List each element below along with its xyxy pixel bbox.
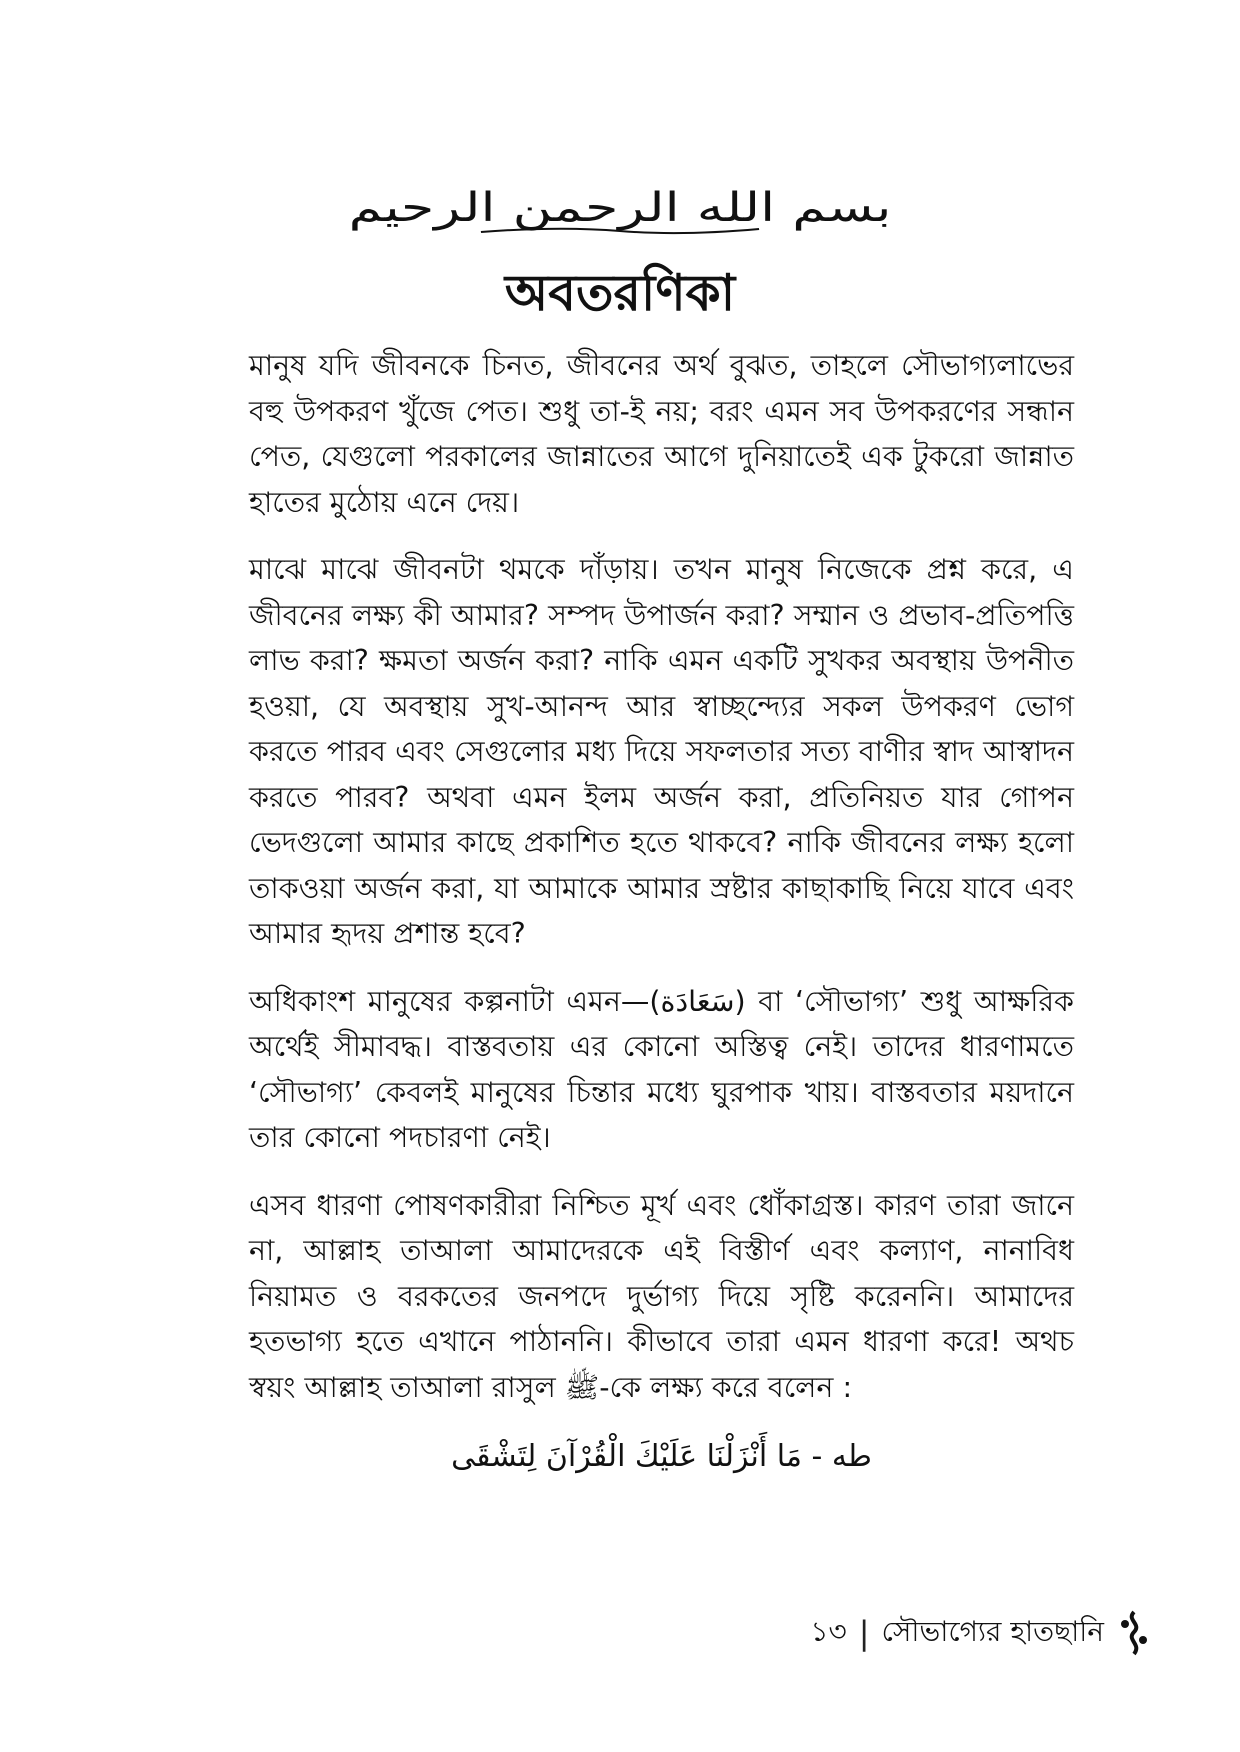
running-book-title: সৌভাগ্যের হাতছানি [881, 1614, 1104, 1648]
paragraph-4: এসব ধারণা পোষণকারীরা নিশ্চিত মূর্খ এবং ধোঁকাগ্রস্ত। কারণ তারা জানে না, আল্লাহ তাআলা আমাদেরকে এই বিস্তীর্ণ এবং কল্যাণ, নানাবিধ নিয়ামত ও বরকতের জনপদে দুর্ভাগ্য দিয়ে সৃষ্টি করেননি। আমাদের হতভাগ্য হতে এখানে পাঠাননি। কীভাবে তারা এমন ধারণা করে! অথচ স্বয়ং আল্লাহ তাআলা রাসুল ﷺ-কে লক্ষ্য করে বলেন : [249, 1188, 1074, 1404]
basmala-calligraphy [0, 178, 1240, 236]
paragraph-2: মাঝে মাঝে জীবনটা থমকে দাঁড়ায়। তখন মানুষ নিজেকে প্রশ্ন করে, এ জীবনের লক্ষ্য কী আমার? সম্পদ উপার্জন করা? সম্মান ও প্রভাব-প্রতিপত্তি লাভ করা? ক্ষমতা অর্জন করা? নাকি এমন একটি সুখকর অবস্থায় উপনীত হওয়া, যে অবস্থায় সুখ-আনন্দ আর স্বাচ্ছন্দ্যের সকল উপকরণ ভোগ করতে পারব এবং সেগুলোর মধ্য দিয়ে সফলতার সত্য বাণীর স্বাদ আস্বাদন করতে পারব? অথবা এমন ইলম অর্জন করা, প্রতিনিয়ত যার গোপন ভেদগুলো আমার কাছে প্রকাশিত হতে থাকবে? নাকি জীবনের লক্ষ্য হলো তাকওয়া অর্জন করা, যা আমাকে আমার স্রষ্টার কাছাকাছি নিয়ে যাবে এবং আমার হৃদয় প্রশান্ত হবে? [249, 553, 1074, 950]
basmala-text: بسم الله الرحمن الرحيم [348, 185, 892, 231]
ornament-icon [1116, 1610, 1152, 1656]
paragraph-1: মানুষ যদি জীবনকে চিনত, জীবনের অর্থ বুঝত, তাহলে সৌভাগ্যলাভের বহু উপকরণ খুঁজে পেত। শুধু তা-ই নয়; বরং এমন সব উপকরণের সন্ধান পেত, যেগুলো পরকালের জান্নাতের আগে দুনিয়াতেই এক টুকরো জান্নাত হাতের মুঠোয় এনে দেয়। [249, 349, 1074, 519]
footer-separator: | [858, 1614, 870, 1652]
page-number: ১৩ [810, 1614, 847, 1648]
chapter-title: অবতরণিকা [504, 264, 736, 322]
quran-verse: طه - مَا أَنْزَلْنَا عَلَيْكَ الْقُرْآنَ لِتَشْقَى [451, 1439, 872, 1474]
page-footer [810, 1608, 1152, 1658]
paragraph-3: অধিকাংশ মানুষের কল্পনাটা এমন—(سَعَادَة) বা ‘সৌভাগ্য’ শুধু আক্ষরিক অর্থেই সীমাবদ্ধ। বাস্তবতায় এর কোনো অস্তিত্ব নেই। তাদের ধারণামতে ‘সৌভাগ্য’ কেবলই মানুষের চিন্তার মধ্যে ঘুরপাক খায়। বাস্তবতার ময়দানে তার কোনো পদচারণা নেই। [249, 984, 1074, 1154]
chapter-body [249, 343, 1074, 1482]
